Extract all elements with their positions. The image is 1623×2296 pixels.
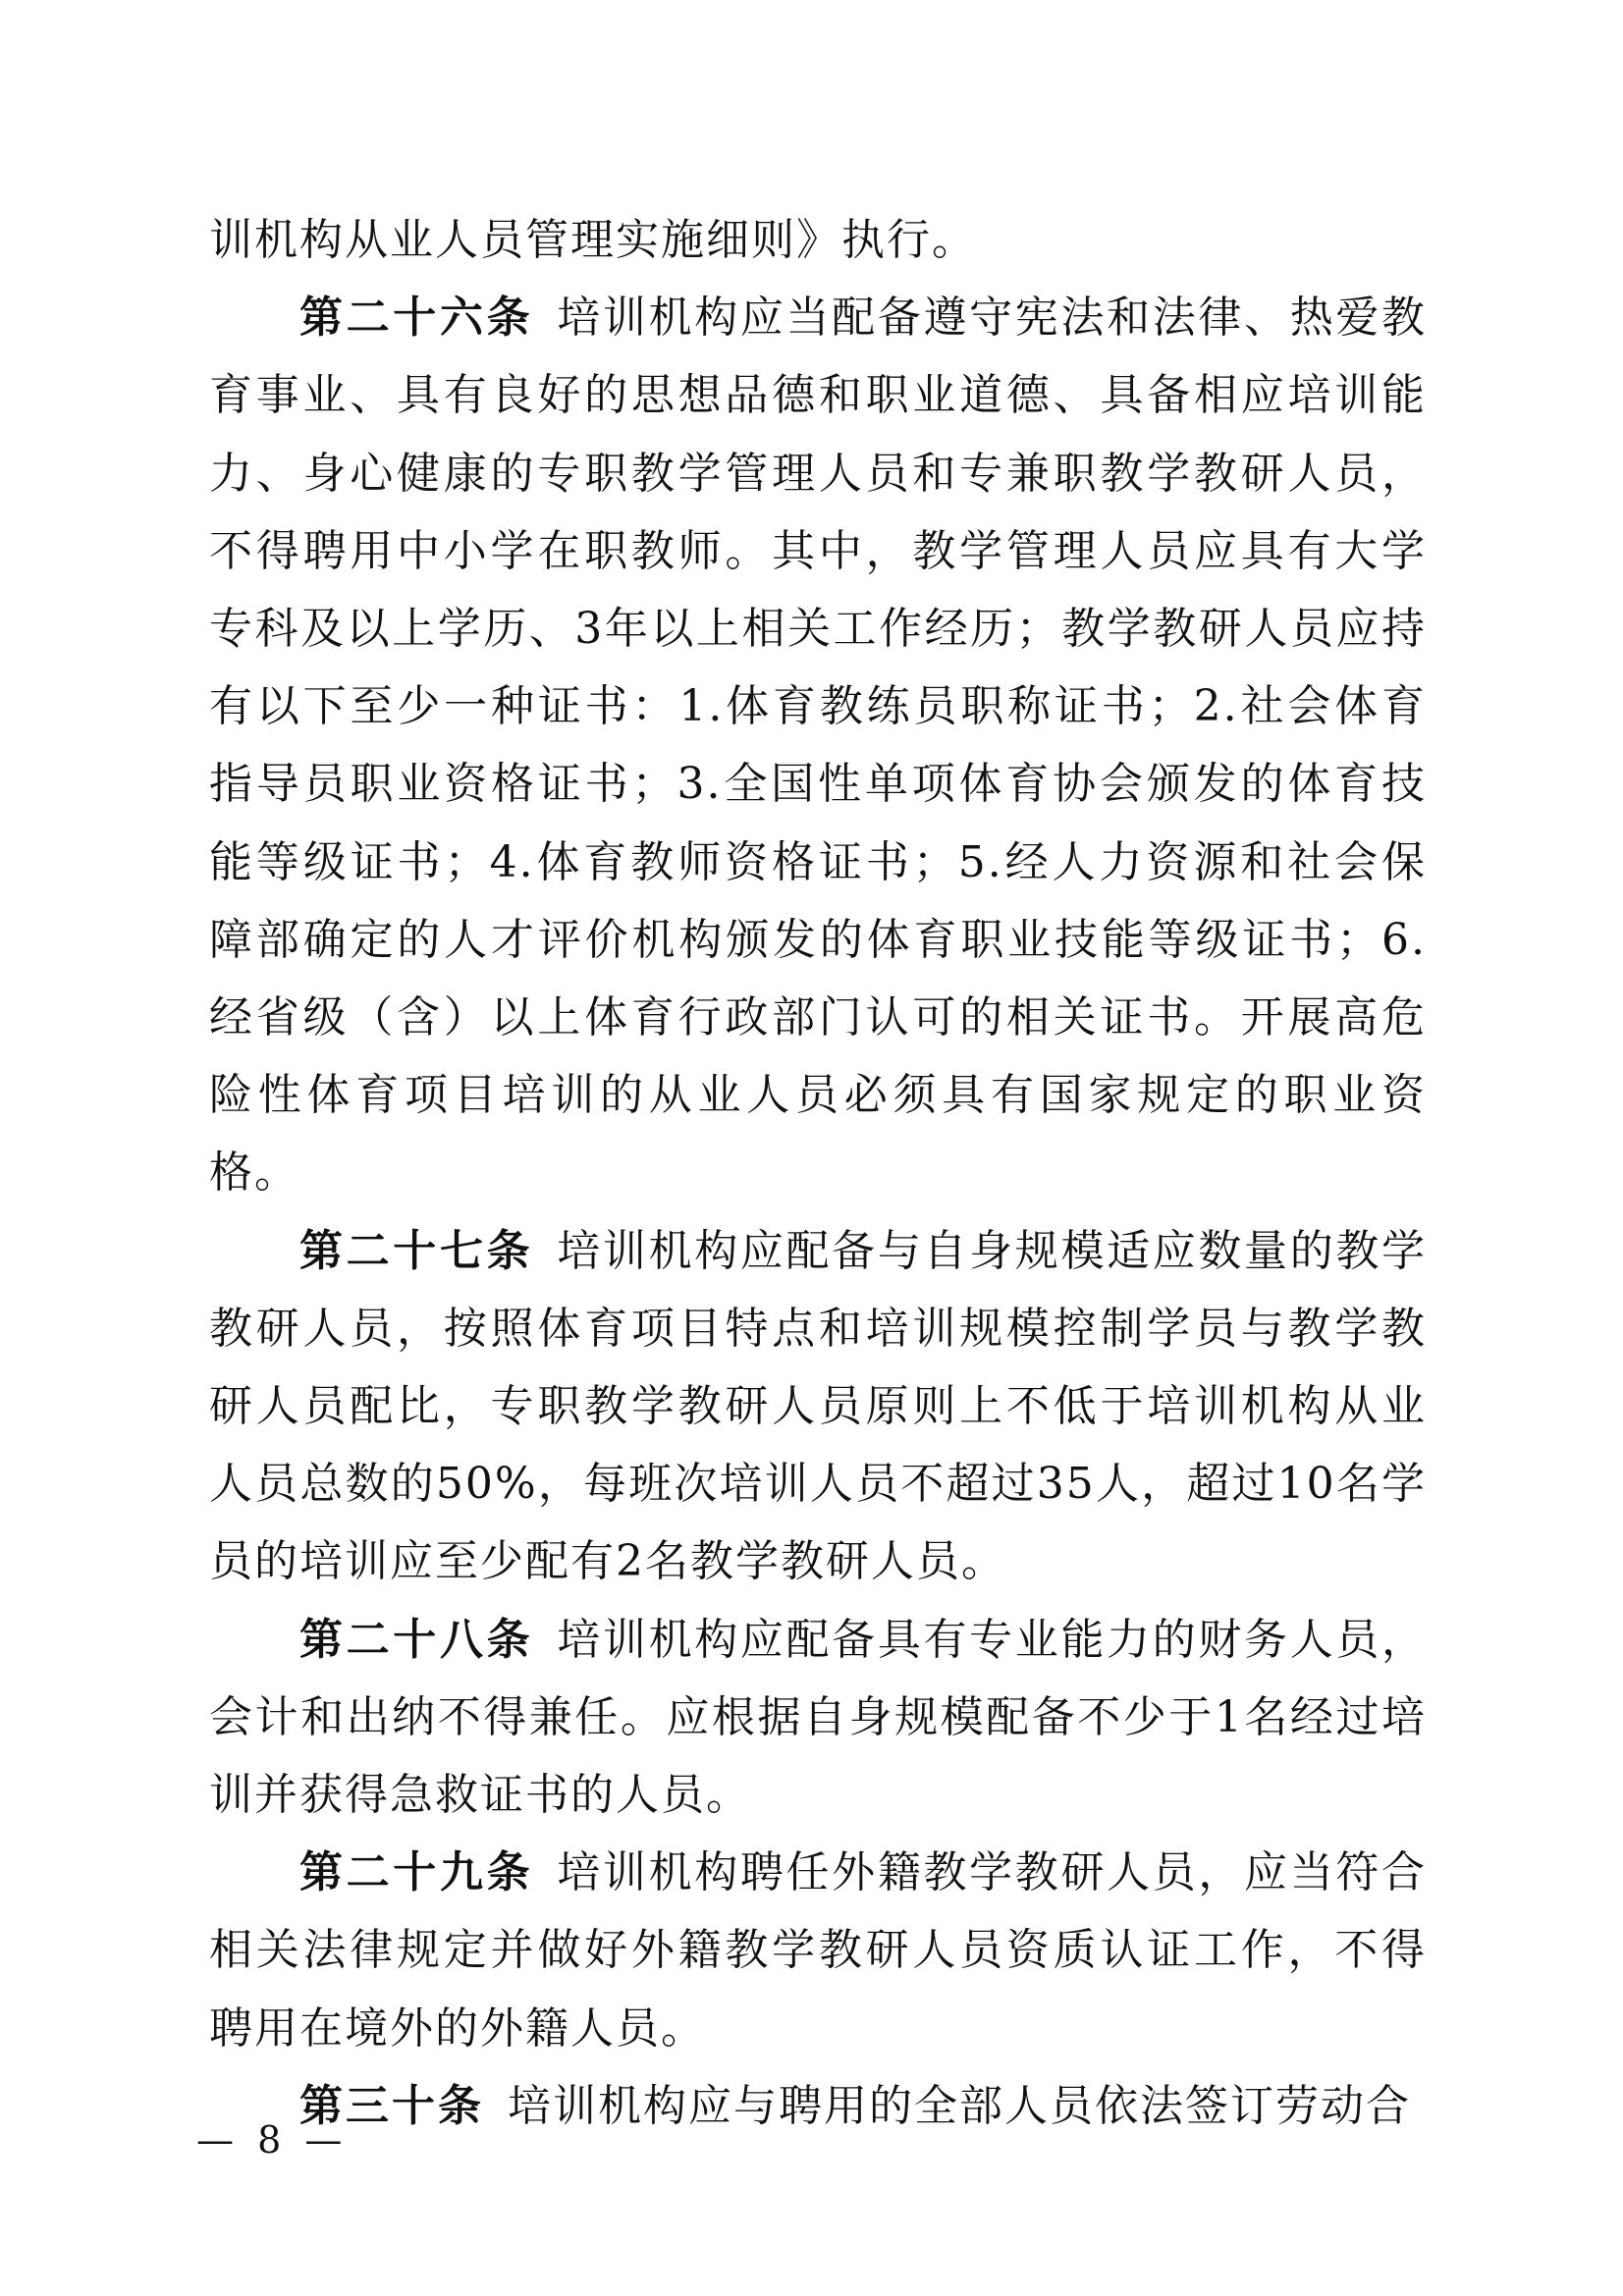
article-text: 培训机构应配备与自身规模适应数量的教学教研人员，按照体育项目特点和培训规模控制学员与教学教研人员配比，专职教学教研人员原则上不低于培训机构从业人员总数的50%，每班次培训人员不超过35人，超过10名学员的培训应至少配有2名教学教研人员。: [209, 1225, 1428, 1587]
page-number: — 8 —: [196, 2118, 349, 2162]
article-text: 培训机构聘任外籍教学教研人员，应当符合相关法律规定并做好外籍教学教研人员资质认证工作，不得聘用在境外的外籍人员。: [209, 1847, 1428, 2054]
article-label: 第三十条: [299, 2080, 484, 2131]
document-body: [209, 201, 1427, 2145]
article-30: [209, 2067, 1427, 2145]
article-27: [209, 1212, 1427, 1601]
article-text: 培训机构应当配备遵守宪法和法律、热爱教育事业、具有良好的思想品德和职业道德、具备相应培训能力、身心健康的专职教学管理人员和专兼职教学教研人员，不得聘用中小学在职教师。其中，教学管理人员应具有大学专科及以上学历、3年以上相关工作经历；教学教研人员应持有以下至少一种证书：1.体育教练员职称证书；2.社会体育指导员职业资格证书；3.全国性单项体育协会颁发的体育技能等级证书；4.体育教师资格证书；5.经人力资源和社会保障部确定的人才评价机构颁发的体育职业技能等级证书；6.经省级（含）以上体育行政部门认可的相关证书。开展高危险性体育项目培训的从业人员必须具有国家规定的职业资格。: [209, 293, 1428, 1199]
article-label: 第二十六条: [299, 293, 534, 344]
article-28: [209, 1601, 1427, 1835]
article-29: [209, 1834, 1427, 2067]
paragraph-continuation: 训机构从业人员管理实施细则》执行。: [209, 215, 977, 265]
article-26: [209, 279, 1427, 1211]
article-label: 第二十九条: [299, 1847, 534, 1898]
article-text: 培训机构应配备具有专业能力的财务人员，会计和出纳不得兼任。应根据自身规模配备不少于1名经过培训并获得急救证书的人员。: [209, 1614, 1428, 1821]
article-text: 培训机构应与聘用的全部人员依法签订劳动合: [508, 2080, 1411, 2131]
article-label: 第二十八条: [299, 1614, 534, 1665]
article-label: 第二十七条: [299, 1225, 534, 1276]
